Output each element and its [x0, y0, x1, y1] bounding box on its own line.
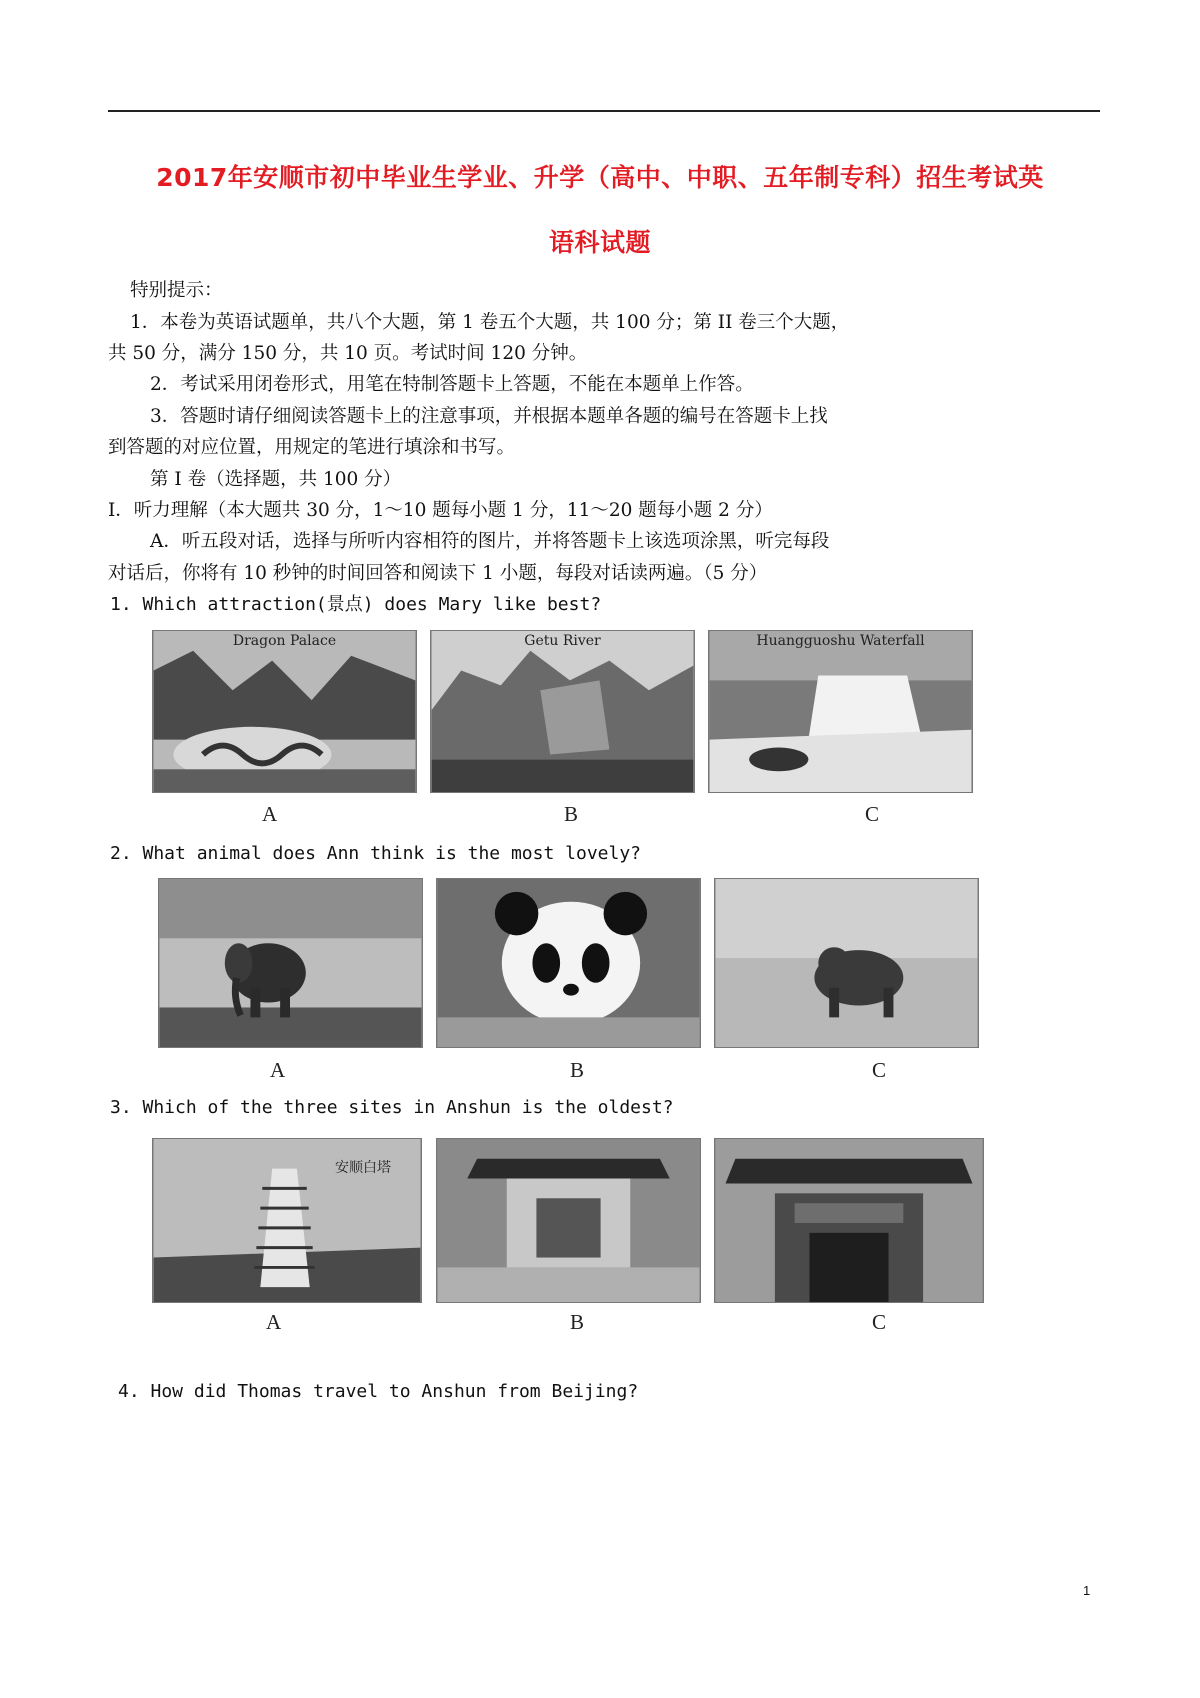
note-3-line2: 到答题的对应位置，用规定的笔进行填涂和书写。	[108, 437, 516, 458]
option-2b-image[interactable]	[436, 878, 701, 1048]
option-1a-caption: Dragon Palace	[232, 633, 337, 649]
option-1a-image[interactable]	[152, 630, 417, 793]
listening-section-title: I．听力理解（本大题共 30 分，1～10 题每小题 1 分，11～20 题每小题 2 分）	[108, 500, 773, 521]
question-3-text: 3. Which of the three sites in Anshun is the oldest?	[110, 1097, 674, 1118]
bear-icon	[715, 879, 978, 1047]
option-1c-caption: Huangguoshu Waterfall	[756, 633, 925, 649]
note-2: 2．考试采用闭卷形式，用笔在特制答题卡上答题，不能在本题单上作答。	[150, 374, 754, 395]
note-1-line1: 1．本卷为英语试题单，共八个大题，第 1 卷五个大题，共 100 分；第 II 卷三个大题，	[130, 312, 850, 333]
part1-heading: 第 I 卷（选择题，共 100 分）	[150, 469, 402, 490]
option-1b-image[interactable]	[430, 630, 695, 793]
temple-gate-icon	[437, 1139, 700, 1302]
option-1b-letter: B	[564, 802, 579, 826]
header-rule	[108, 110, 1100, 112]
option-3b-image[interactable]	[436, 1138, 701, 1303]
option-2a-letter: A	[270, 1058, 286, 1082]
option-2a-image[interactable]	[158, 878, 423, 1048]
question-1-text: 1. Which attraction(景点) does Mary like best?	[110, 594, 602, 615]
question-2-text: 2. What animal does Ann think is the most lovely?	[110, 843, 642, 864]
option-3a-image[interactable]	[152, 1138, 422, 1303]
option-1a-letter: A	[262, 802, 278, 826]
exam-title-line1: 2017年安顺市初中毕业生学业、升学（高中、中职、五年制专科）招生考试英	[156, 163, 1044, 192]
elephant-icon	[159, 879, 422, 1047]
panda-icon	[437, 879, 700, 1047]
option-3b-letter: B	[570, 1310, 585, 1334]
option-2c-image[interactable]	[714, 878, 979, 1048]
question-4-text: 4. How did Thomas travel to Anshun from Beijing?	[118, 1381, 639, 1402]
option-3a-caption: 安顺白塔	[335, 1160, 391, 1176]
page-number: 1	[1083, 1583, 1091, 1598]
waterfall-icon	[709, 631, 972, 792]
note-3-line1: 3．答题时请仔细阅读答题卡上的注意事项，并根据本题单各题的编号在答题卡上找	[150, 406, 828, 427]
stone-gate-icon	[715, 1139, 983, 1302]
option-3c-image[interactable]	[714, 1138, 984, 1303]
option-1c-letter: C	[865, 802, 880, 826]
option-3a-letter: A	[266, 1310, 282, 1334]
section-a-line2: 对话后，你将有 10 秒钟的时间回答和阅读下 1 小题，每段对话读两遍。（5 分）	[108, 563, 768, 584]
landscape-dragon-icon	[153, 631, 416, 792]
option-2c-letter: C	[872, 1058, 887, 1082]
option-1c-image[interactable]	[708, 630, 973, 793]
notes-heading: 特别提示：	[130, 280, 223, 301]
option-2b-letter: B	[570, 1058, 585, 1082]
note-1-line2: 共 50 分，满分 150 分，共 10 页。考试时间 120 分钟。	[108, 343, 588, 364]
exam-title-line2: 语科试题	[548, 228, 651, 257]
option-1b-caption: Getu River	[524, 633, 601, 649]
landscape-river-icon	[431, 631, 694, 792]
section-a-line1: A．听五段对话，选择与所听内容相符的图片，并将答题卡上该选项涂黑，听完每段	[150, 531, 830, 552]
option-3c-letter: C	[872, 1310, 887, 1334]
